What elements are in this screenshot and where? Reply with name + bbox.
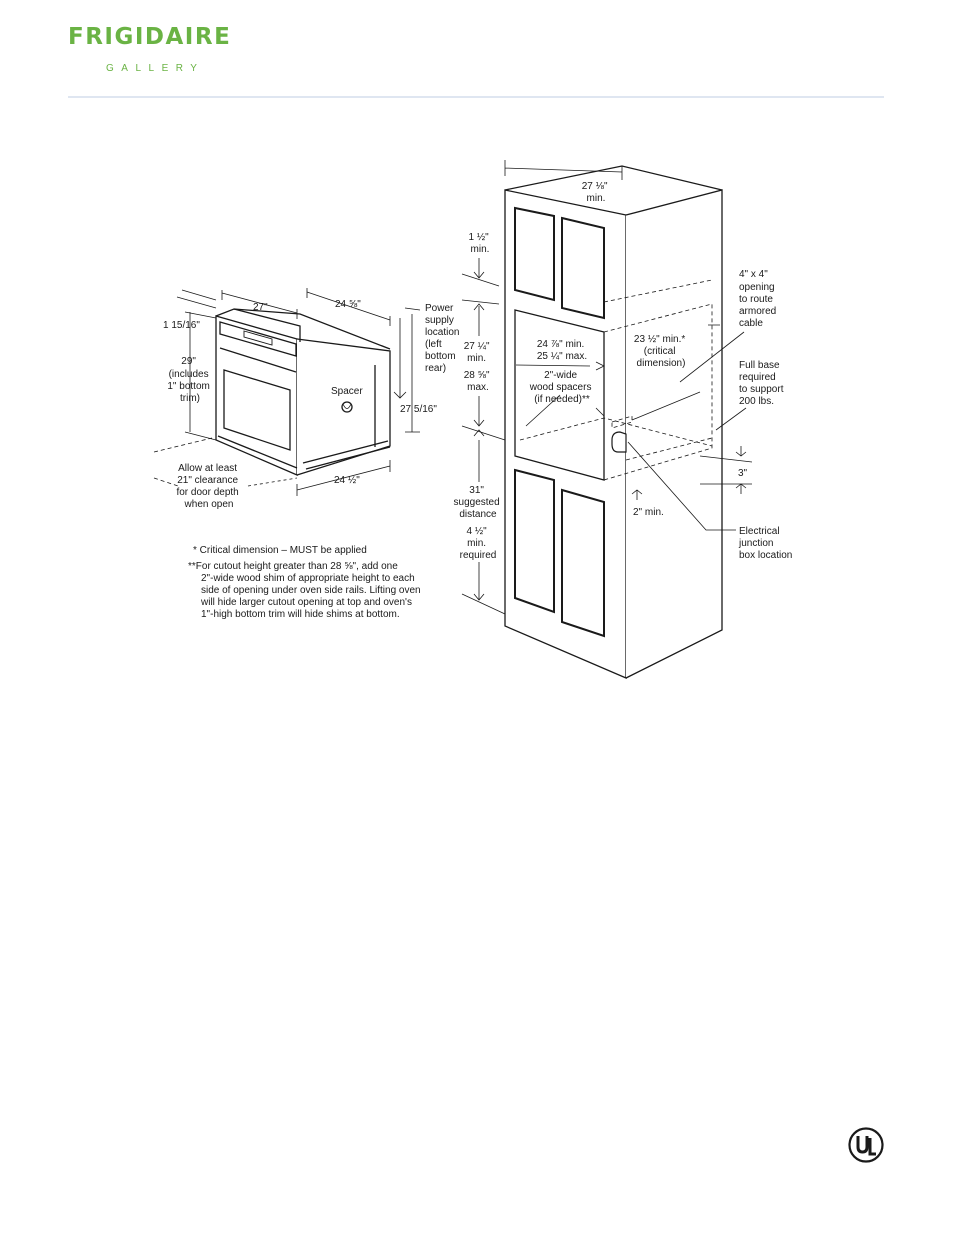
trim-thickness-label: 1 15/16" xyxy=(163,320,200,331)
full-base-note: Full base required to support 200 lbs. xyxy=(739,360,784,407)
footnote-shim-line-3: side of opening under oven side rails. Lifting oven xyxy=(201,585,421,596)
oven-width-label: 24 ⅝" xyxy=(335,299,361,310)
brand-subtitle: GALLERY xyxy=(106,63,205,74)
top-gap-label: 1 ½" min. xyxy=(468,232,490,255)
power-supply-note: Power supply location (left bottom rear) xyxy=(425,303,460,374)
cutout-width-label: 24 ⅞" min. 25 ¼" max. xyxy=(536,339,588,362)
footnote-shim-line-1: **For cutout height greater than 28 ⅝", add one xyxy=(188,561,398,572)
footnote-shim-line-2: 2"-wide wood shim of appropriate height to each xyxy=(201,573,415,584)
oven-body-width-label: 24 ½" xyxy=(334,475,360,486)
cutout-depth-label: 23 ½" min.* (critical dimension) xyxy=(633,334,686,369)
floor-min-label: 4 ½" min. required xyxy=(459,526,497,561)
wood-spacers-note: 2"-wide wood spacers (if needed)** xyxy=(529,370,592,405)
oven-depth-label: 27" xyxy=(253,302,268,313)
base-gap-label: 3" xyxy=(738,468,748,479)
door-clearance-note: Allow at least 21" clearance for door depth when open xyxy=(176,463,239,510)
junction-box-note: Electrical junction box location xyxy=(739,526,793,561)
cutout-height-label: 27 ¼" min. 28 ⅝" max. xyxy=(463,341,490,393)
bottom-min-label: 2" min. xyxy=(633,507,664,518)
brand-name: FRIGIDAIRE xyxy=(68,24,232,50)
footnote-shim-line-4: will hide larger cutout opening at top and oven's xyxy=(201,597,412,608)
wall-oven-drawing xyxy=(216,309,390,475)
spacer-label: Spacer xyxy=(331,386,363,397)
cable-opening-note: 4" x 4" opening to route armored cable xyxy=(739,269,777,329)
cabinet-drawing xyxy=(505,166,722,678)
footnote-shim-line-5: 1"-high bottom trim will hide shims at bottom. xyxy=(201,609,400,620)
oven-height-note: 29" (includes 1" bottom trim) xyxy=(167,356,210,404)
suggested-distance-label: 31" suggested distance xyxy=(453,485,500,520)
footnote-critical: * Critical dimension – MUST be applied xyxy=(193,545,367,556)
footnotes xyxy=(188,545,421,620)
oven-body-height-label: 27 5/16" xyxy=(400,404,437,415)
ul-certification-icon xyxy=(848,1127,884,1163)
cabinet-depth-label: 27 ⅛" min. xyxy=(581,181,608,204)
junction-box xyxy=(612,432,626,452)
